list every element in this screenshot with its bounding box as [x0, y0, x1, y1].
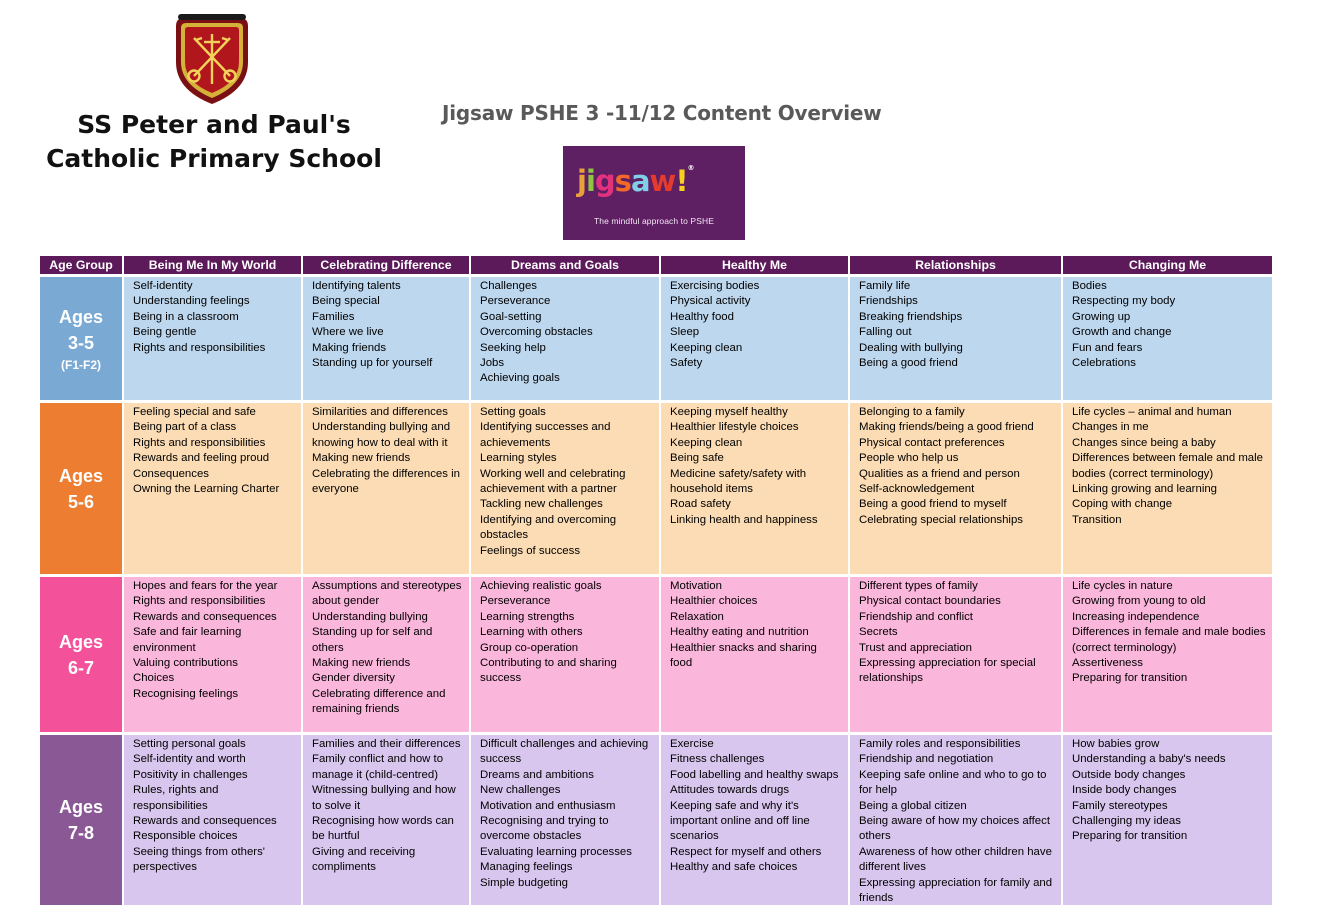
topic-cell	[303, 577, 469, 732]
topic-item: Learning styles	[480, 452, 557, 465]
topic-item: Seeking help	[480, 341, 546, 354]
topic-cell	[471, 403, 659, 574]
age-group-cell	[40, 403, 122, 574]
topic-item: Consequences	[133, 467, 209, 480]
topic-item: Inside body changes	[1072, 784, 1177, 797]
topic-item: Achieving realistic goals	[480, 580, 602, 592]
topic-item: Rights and responsibilities	[133, 341, 266, 354]
topic-item: Preparing for transition	[1072, 672, 1188, 685]
topic-item: Being special	[312, 295, 380, 308]
topic-item: Motivation	[670, 580, 722, 592]
topic-cell	[303, 735, 469, 905]
topic-item: Celebrating the differences in everyone	[312, 467, 460, 496]
topic-item: Self-identity	[133, 280, 193, 292]
topic-item: Managing feelings	[480, 861, 573, 874]
topic-item: Perseverance	[480, 595, 551, 608]
topic-item: Physical activity	[670, 295, 751, 308]
topic-item: Assertiveness	[1072, 657, 1143, 670]
topic-item: People who help us	[859, 452, 959, 465]
topic-cell	[661, 735, 848, 905]
topic-item: Physical contact boundaries	[859, 595, 1001, 608]
topic-item: Understanding bullying	[312, 610, 428, 623]
header-celebrating-difference: Celebrating Difference	[303, 256, 469, 274]
topic-item: Where we live	[312, 326, 384, 339]
topic-item: Identifying talents	[312, 280, 401, 292]
topic-item: Being part of a class	[133, 421, 237, 434]
topic-item: Celebrating difference and remaining friends	[312, 687, 446, 716]
header-age-group: Age Group	[40, 256, 122, 274]
topic-item: Motivation and enthusiasm	[480, 799, 616, 812]
topic-item: Being aware of how my choices affect others	[859, 815, 1050, 843]
header-changing-me: Changing Me	[1063, 256, 1272, 274]
topic-item: Healthier choices	[670, 595, 758, 608]
topic-item: Families and their differences	[312, 738, 461, 750]
topic-item: Being gentle	[133, 326, 197, 339]
topic-item: Increasing independence	[1072, 610, 1200, 623]
topic-item: Rewards and feeling proud	[133, 452, 270, 465]
topic-item: Differences between female and male bodies (correct terminology)	[1072, 452, 1264, 480]
topic-cell	[1063, 577, 1272, 732]
topic-cell	[850, 403, 1061, 574]
topic-item: Being in a classroom	[133, 310, 239, 323]
topic-item: Gender diversity	[312, 672, 395, 685]
topic-item: Jobs	[480, 357, 505, 370]
topic-item: Celebrating special relationships	[859, 513, 1023, 526]
school-crest-icon	[168, 12, 256, 108]
topic-cell	[303, 403, 469, 574]
topic-item: Bodies	[1072, 280, 1107, 292]
topic-item: Belonging to a family	[859, 406, 965, 418]
topic-item: Secrets	[859, 626, 898, 639]
topic-cell	[124, 277, 301, 400]
topic-item: Healthy and safe choices	[670, 861, 798, 874]
topic-item: Difficult challenges and achieving success	[480, 738, 649, 766]
age-range: 5-6	[67, 491, 94, 512]
topic-item: Achieving goals	[480, 372, 560, 385]
topic-item: Making new friends	[312, 452, 411, 465]
topic-cell	[124, 403, 301, 574]
topic-item: Learning strengths	[480, 610, 575, 623]
topic-item: Choices	[133, 672, 175, 685]
page-title: Jigsaw PSHE 3 -11/12 Content Overview	[442, 101, 882, 125]
topic-cell	[303, 277, 469, 400]
topic-item: Medicine safety/safety with household items	[670, 467, 807, 496]
topic-item: Rewards and consequences	[133, 610, 277, 623]
topic-item: Group co-operation	[480, 641, 579, 654]
topic-item: Perseverance	[480, 295, 551, 308]
topic-item: Keeping myself healthy	[670, 406, 788, 418]
topic-item: Healthy food	[670, 310, 734, 323]
topic-item: Goal-setting	[480, 310, 542, 323]
topic-cell	[661, 577, 848, 732]
topic-cell	[124, 735, 301, 905]
topic-item: Physical contact preferences	[859, 436, 1005, 449]
topic-cell	[471, 735, 659, 905]
age-range: 6-7	[67, 657, 94, 678]
topic-item: New challenges	[480, 784, 561, 797]
topic-item: Family conflict and how to manage it (child-centred)	[312, 753, 444, 781]
topic-item: Attitudes towards drugs	[670, 784, 790, 797]
topic-item: Expressing appreciation for special relationships	[859, 657, 1036, 685]
topic-item: Seeing things from others' perspectives	[133, 845, 265, 874]
topic-item: Healthier snacks and sharing food	[670, 641, 817, 670]
topic-item: Simple budgeting	[480, 876, 569, 889]
topic-item: Expressing appreciation for family and friends	[859, 876, 1053, 905]
topic-cell	[1063, 277, 1272, 400]
age-range: 7-8	[67, 823, 94, 843]
topic-item: Awareness of how other children have different lives	[859, 845, 1052, 874]
topic-item: Being a global citizen	[859, 799, 967, 812]
topic-item: Giving and receiving compliments	[312, 845, 416, 874]
topic-item: Dealing with bullying	[859, 341, 963, 354]
topic-item: Linking health and happiness	[670, 513, 818, 526]
topic-item: Transition	[1072, 513, 1122, 526]
topic-item: Falling out	[859, 326, 912, 339]
topic-item: Relaxation	[670, 610, 724, 623]
registered-mark: ®	[687, 164, 694, 172]
school-name	[40, 108, 388, 176]
topic-item: Road safety	[670, 498, 731, 511]
topic-item: Setting personal goals	[133, 738, 246, 750]
topic-item: Friendship and conflict	[859, 610, 973, 623]
topic-item: Differences in female and male bodies (correct terminology)	[1072, 626, 1266, 654]
topic-cell	[1063, 403, 1272, 574]
topic-cell	[1063, 735, 1272, 905]
topic-item: Being a good friend to myself	[859, 498, 1007, 511]
age-sub: (F1-F2)	[61, 357, 101, 372]
topic-item: Understanding bullying and knowing how to deal with it	[312, 421, 451, 449]
topic-item: Recognising how words can be hurtful	[312, 815, 454, 843]
content-overview-table	[40, 256, 1276, 903]
topic-item: Making friends/being a good friend	[859, 421, 1034, 434]
topic-item: Keeping clean	[670, 341, 743, 354]
logo-letter: s	[614, 164, 631, 198]
topic-item: Hopes and fears for the year	[133, 580, 278, 592]
topic-item: Self-acknowledgement	[859, 483, 975, 496]
topic-item: Standing up for self and others	[312, 626, 433, 654]
topic-item: Valuing contributions	[133, 657, 238, 670]
topic-item: Challenges	[480, 280, 537, 292]
school-name-line1: SS Peter and Paul's	[77, 110, 351, 139]
age-range: 3-5	[67, 332, 94, 353]
topic-item: Family stereotypes	[1072, 799, 1168, 812]
topic-item: Overcoming obstacles	[480, 326, 593, 339]
age-label: Ages	[58, 631, 103, 652]
topic-item: Growing up	[1072, 310, 1131, 323]
topic-item: How babies grow	[1072, 738, 1160, 750]
age-group-cell	[40, 735, 122, 905]
topic-item: Changes since being a baby	[1072, 436, 1216, 449]
topic-item: Understanding a baby's needs	[1072, 753, 1226, 766]
topic-item: Rights and responsibilities	[133, 595, 266, 608]
topic-item: Exercise	[670, 738, 714, 750]
topic-item: Outside body changes	[1072, 768, 1186, 781]
topic-item: Making friends	[312, 341, 387, 354]
topic-item: Growth and change	[1072, 326, 1172, 339]
age-label: Ages	[58, 797, 103, 817]
topic-item: Dreams and ambitions	[480, 768, 594, 781]
topic-item: Family life	[859, 280, 911, 292]
topic-item: Feeling special and safe	[133, 406, 256, 418]
logo-tagline: The mindful approach to PSHE	[594, 216, 714, 226]
topic-item: Families	[312, 310, 355, 323]
topic-item: Responsible choices	[133, 830, 238, 843]
topic-item: Fitness challenges	[670, 753, 765, 766]
topic-item: Life cycles – animal and human	[1072, 406, 1232, 418]
topic-cell	[124, 577, 301, 732]
topic-item: Identifying successes and achievements	[480, 421, 611, 449]
topic-item: Setting goals	[480, 406, 546, 418]
topic-cell	[661, 277, 848, 400]
topic-item: Working well and celebrating achievement with a partner	[480, 467, 626, 496]
topic-item: Contributing to and sharing success	[480, 657, 617, 685]
logo-letter: a	[630, 164, 650, 198]
topic-item: Friendships	[859, 295, 918, 308]
logo-letter: w	[649, 164, 676, 198]
topic-item: Safe and fair learning environment	[133, 626, 242, 654]
jigsaw-logo	[563, 146, 745, 240]
topic-item: Preparing for transition	[1072, 830, 1188, 843]
topic-item: Safety	[670, 357, 703, 370]
topic-item: Changes in me	[1072, 421, 1149, 434]
logo-letter: j	[577, 164, 586, 198]
logo-letter: g	[594, 164, 615, 198]
topic-cell	[471, 277, 659, 400]
topic-cell	[661, 403, 848, 574]
topic-item: Linking growing and learning	[1072, 483, 1218, 496]
topic-item: Qualities as a friend and person	[859, 467, 1020, 480]
topic-item: Friendship and negotiation	[859, 753, 994, 766]
topic-item: Self-identity and worth	[133, 753, 246, 766]
topic-item: Rules, rights and responsibilities	[133, 784, 219, 812]
topic-item: Learning with others	[480, 626, 583, 639]
topic-item: Fun and fears	[1072, 341, 1143, 354]
topic-item: Understanding feelings	[133, 295, 250, 308]
topic-item: Evaluating learning processes	[480, 845, 632, 858]
age-label: Ages	[58, 465, 103, 486]
topic-item: Respecting my body	[1072, 295, 1176, 308]
topic-item: Healthier lifestyle choices	[670, 421, 799, 434]
topic-cell	[471, 577, 659, 732]
topic-item: Being a good friend	[859, 357, 958, 370]
topic-item: Similarities and differences	[312, 406, 448, 418]
topic-item: Breaking friendships	[859, 310, 963, 323]
topic-item: Keeping clean	[670, 436, 743, 449]
header-being-me: Being Me In My World	[124, 256, 301, 274]
topic-item: Sleep	[670, 326, 700, 339]
topic-cell	[850, 577, 1061, 732]
topic-item: Recognising feelings	[133, 687, 239, 700]
age-group-cell	[40, 277, 122, 400]
topic-item: Family roles and responsibilities	[859, 738, 1021, 750]
header-healthy-me: Healthy Me	[661, 256, 848, 274]
topic-item: Making new friends	[312, 657, 411, 670]
topic-item: Standing up for yourself	[312, 357, 433, 370]
topic-item: Owning the Learning Charter	[133, 483, 280, 496]
age-group-cell	[40, 577, 122, 732]
logo-letter: !	[675, 164, 688, 198]
topic-cell	[850, 277, 1061, 400]
topic-cell	[850, 735, 1061, 905]
topic-item: Rights and responsibilities	[133, 436, 266, 449]
topic-item: Exercising bodies	[670, 280, 760, 292]
topic-item: Coping with change	[1072, 498, 1173, 511]
topic-item: Respect for myself and others	[670, 845, 822, 858]
age-label: Ages	[58, 306, 103, 327]
topic-item: Trust and appreciation	[859, 641, 972, 654]
school-name-line2: Catholic Primary School	[46, 144, 382, 173]
topic-item: Recognising and trying to overcome obstacles	[480, 815, 609, 843]
topic-item: Witnessing bullying and how to solve it	[312, 784, 456, 812]
header-relationships: Relationships	[850, 256, 1061, 274]
topic-item: Growing from young to old	[1072, 595, 1206, 608]
topic-item: Keeping safe online and who to go to for help	[859, 768, 1047, 797]
logo-letter: i	[585, 164, 595, 198]
topic-item: Challenging my ideas	[1072, 815, 1181, 828]
topic-item: Assumptions and stereotypes about gender	[312, 580, 462, 608]
topic-item: Life cycles in nature	[1072, 580, 1173, 592]
topic-item: Rewards and consequences	[133, 815, 277, 828]
topic-item: Tackling new challenges	[480, 498, 603, 511]
topic-item: Being safe	[670, 452, 724, 465]
topic-item: Food labelling and healthy swaps	[670, 768, 839, 781]
jigsaw-logo-wordmark	[577, 164, 737, 198]
topic-item: Different types of family	[859, 580, 978, 592]
topic-item: Celebrations	[1072, 357, 1136, 370]
header-dreams-goals: Dreams and Goals	[471, 256, 659, 274]
topic-item: Healthy eating and nutrition	[670, 626, 809, 639]
topic-item: Positivity in challenges	[133, 768, 248, 781]
topic-item: Feelings of success	[480, 544, 581, 557]
topic-item: Keeping safe and why it's important online and off line scenarios	[670, 799, 810, 843]
topic-item: Identifying and overcoming obstacles	[480, 513, 617, 542]
